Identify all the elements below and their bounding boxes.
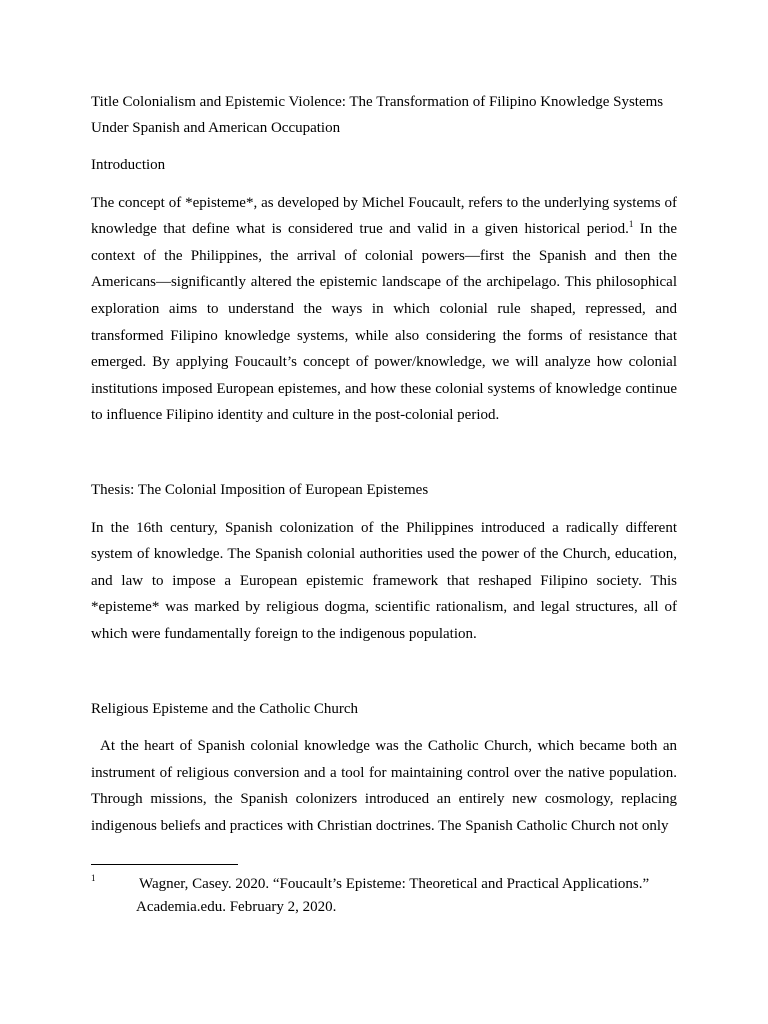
footnote-reference: 1 <box>628 219 634 230</box>
footnote-line-1: Wagner, Casey. 2020. “Foucault’s Episteme: Theoretical and Practical Applications.” <box>139 876 650 892</box>
paragraph-spacer <box>91 440 677 477</box>
thesis-paragraph: In the 16th century, Spanish colonization of the Philippines introduced a radically different system of knowledge. The Spanish colonial authorities used the power of the Church, education, and law to impose a European epistemic framework that reshaped Filipino society. This *episteme* was marked by religious dogma, scientific rationalism, and legal structures, all of which were fundamentally foreign to the indigenous population. <box>91 519 677 642</box>
footnote-line-2: Academia.edu. February 2, 2020. <box>136 899 337 915</box>
religious-paragraph: At the heart of Spanish colonial knowledge was the Catholic Church, which became both an instrument of religious conversion and a tool for maintaining control over the native population. Through missions, the Spanish colonizers introduced an entirely new cosmology, replacing indigenous beliefs and practices with Christian doctrines. The Spanish Catholic Church not only <box>91 738 677 834</box>
introduction-text-part1: The concept of *episteme*, as developed by Michel Foucault, refers to the underlying systems of knowledge that define what is considered true and valid in a given historical period. <box>91 194 677 238</box>
footnote-separator <box>91 864 238 865</box>
paragraph-spacer <box>91 659 677 696</box>
footnote-number: 1 <box>91 873 96 883</box>
introduction-text-part2: In the context of the Philippines, the arrival of colonial powers—first the Spanish and then the Americans—significantly altered the epistemic landscape of the archipelago. This philosophical exploration aims to understand the ways in which colonial rule shaped, repressed, and transformed Filipino knowledge systems, while also considering the forms of resistance that emerged. By applying Foucault’s concept of power/knowledge, we will analyze how colonial institutions imposed European epistemes, and how these colonial systems of knowledge continue to influence Filipino identity and culture in the post-colonial period. <box>91 221 677 424</box>
document-title: Title Colonialism and Epistemic Violence: The Transformation of Filipino Knowledge Systems Under Spanish and American Occupation <box>91 94 664 136</box>
document-body <box>91 90 677 850</box>
section-heading-religious: Religious Episteme and the Catholic Church <box>91 700 359 717</box>
footnote-text <box>136 873 677 919</box>
section-heading-thesis: Thesis: The Colonial Imposition of European Epistemes <box>91 481 429 498</box>
introduction-paragraph <box>91 190 677 429</box>
footnote <box>91 873 677 919</box>
section-heading-introduction: Introduction <box>91 157 166 173</box>
